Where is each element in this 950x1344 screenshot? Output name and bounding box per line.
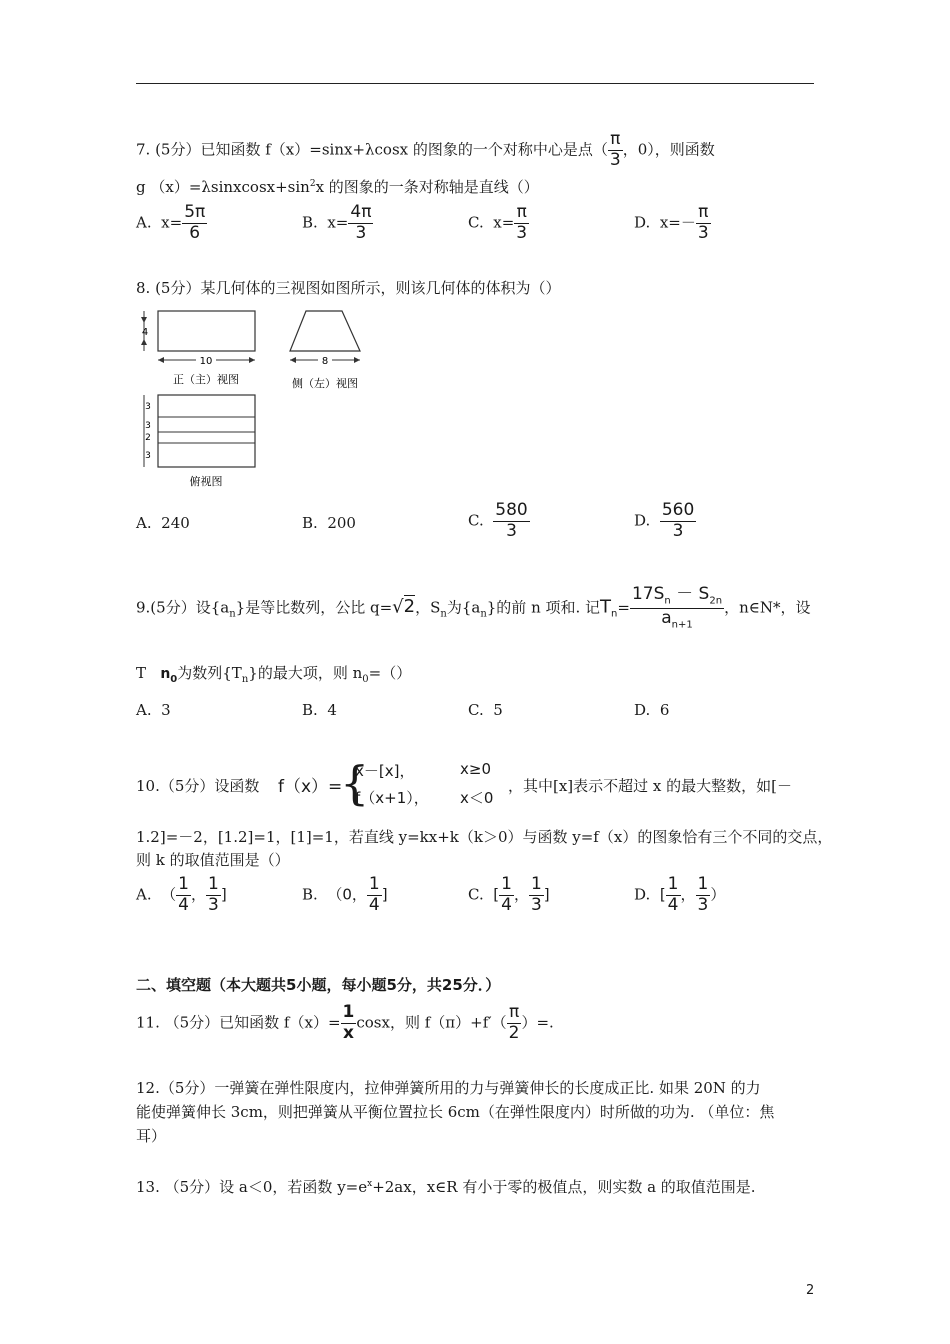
q7-fraction: $\frac{\pi}{3}$ xyxy=(609,129,621,170)
q9-option-a[interactable]: A. 3 xyxy=(136,701,171,719)
q10-line1-end: ，其中[x]表示不超过 x 的最大整数，如[－ xyxy=(508,777,793,795)
q9-line1: 9.(5分）设$\{a_n\}$是等比数列，公比 q=√2，$S_n$为$\{a_n\}$的前 n 项和. 记$T_n=$ $\frac{17S_n - S_{2n}}{a_{n+1}}$ ，n∈N*，设 xyxy=(136,584,811,631)
top-dim-3: 2 xyxy=(145,433,151,443)
q8-option-d[interactable]: D. $\frac{560}{3}$ xyxy=(634,500,695,541)
q10-case1-expr: x－[x]， xyxy=(355,762,415,780)
front-caption: 正（主）视图 xyxy=(173,373,239,386)
front-height-label: 4 xyxy=(141,327,149,338)
q9-fraction: $\frac{17S_n - S_{2n}}{a_{n+1}}$ xyxy=(631,584,723,631)
top-dim-4: 3 xyxy=(145,451,151,461)
q10-option-b[interactable]: B. （0， $\frac{1}{4}$ ] xyxy=(302,874,388,915)
q9-option-d[interactable]: D. 6 xyxy=(634,701,670,719)
page-number: 2 xyxy=(806,1283,815,1298)
q13-line: 13. （5分）设 a＜0，若函数 $y=e^x+2ax$，x∈R 有小于零的极值点，则实数 a 的取值范围是. xyxy=(136,1178,756,1196)
side-view-trapezoid xyxy=(290,311,360,351)
q9-line2: T $n_0$为数列$\{T_n\}$的最大项，则 $n_0=()$ xyxy=(136,664,412,685)
side-caption: 侧（左）视图 xyxy=(292,377,358,390)
top-view-rect xyxy=(158,395,255,467)
q9-option-c[interactable]: C. 5 xyxy=(468,701,503,719)
q7-option-b[interactable]: B. x= $\frac{4\pi}{3}$ xyxy=(302,202,372,243)
q10-case1-cond: x≥0 xyxy=(460,760,491,778)
q10-fx: f（x）= xyxy=(278,777,343,797)
q10-line3: 则 k 的取值范围是（） xyxy=(136,851,290,869)
q9-option-b[interactable]: B. 4 xyxy=(302,701,337,719)
q7-line2: g $(x)=\lambda sinxcosx+\sin^2x$ 的图象的一条对称轴是直线（） xyxy=(136,178,539,196)
q10-case2-cond: x＜0 xyxy=(460,789,494,807)
q7-option-c[interactable]: C. x= $\frac{\pi}{3}$ xyxy=(468,202,528,243)
q7-option-d[interactable]: D. x=－ $\frac{\pi}{3}$ xyxy=(634,202,709,243)
q10-brace: { xyxy=(340,756,370,810)
q10-option-d[interactable]: D. [ $\frac{1}{4}$ ， $\frac{1}{3}$ ） xyxy=(634,874,726,915)
q10-line2: 1.2]=－2，[1.2]=1，[1]=1，若直线 y=kx+k（k＞0）与函数 y=f（x）的图象恰有三个不同的交点， xyxy=(136,828,833,846)
q8-text: 8. (5分）某几何体的三视图如图所示，则该几何体的体积为（） xyxy=(136,279,561,297)
q12-line1: 12.（5分）一弹簧在弹性限度内，拉伸弹簧所用的力与弹簧伸长的长度成正比. 如果 20N 的力 xyxy=(136,1079,761,1097)
q11-line: 11. （5分）已知函数 f（x）= $\frac{1}{x}$ cosx，则 f（π）+f′（ $\frac{\pi}{2}$ ）=. xyxy=(136,1002,554,1043)
three-view-figure xyxy=(134,305,374,490)
q7-text: 7. (5分）已知函数 f（x）=sinx+λcosx 的图象的一个对称中心是点（ xyxy=(136,140,608,159)
header-rule xyxy=(136,83,814,84)
q12-line2: 能使弹簧伸长 3cm，则把弹簧从平衡位置拉长 6cm（在弹性限度内）时所做的功为. （单位：焦 xyxy=(136,1103,775,1121)
side-width-label: 8 xyxy=(321,356,329,367)
q7-text-end: ，0），则函数 xyxy=(622,140,715,159)
front-view-rect xyxy=(158,311,255,351)
q8-option-c[interactable]: C. $\frac{580}{3}$ xyxy=(468,500,528,541)
section2-heading: 二、填空题（本大题共5小题，每小题5分，共25分．） xyxy=(136,976,501,994)
q8-option-a[interactable]: A. 240 xyxy=(136,514,190,532)
front-width-label: 10 xyxy=(199,356,213,367)
q12-line3: 耳） xyxy=(136,1127,167,1145)
q7-option-a[interactable]: A. x= $\frac{5\pi}{6}$ xyxy=(136,202,206,243)
top-dim-2: 3 xyxy=(145,421,151,431)
q7-line1 xyxy=(136,131,715,170)
q10-option-c[interactable]: C. [ $\frac{1}{4}$ ， $\frac{1}{3}$ ] xyxy=(468,874,550,915)
q8-option-b[interactable]: B. 200 xyxy=(302,514,356,532)
top-dim-1: 3 xyxy=(145,402,151,412)
q10-case2-expr: f（x+1）， xyxy=(355,789,429,807)
q10-option-a[interactable]: A. （ $\frac{1}{4}$ ， $\frac{1}{3}$ ] xyxy=(136,874,227,915)
q10-prefix: 10.（5分）设函数 xyxy=(136,777,260,795)
top-caption: 俯视图 xyxy=(189,475,223,488)
